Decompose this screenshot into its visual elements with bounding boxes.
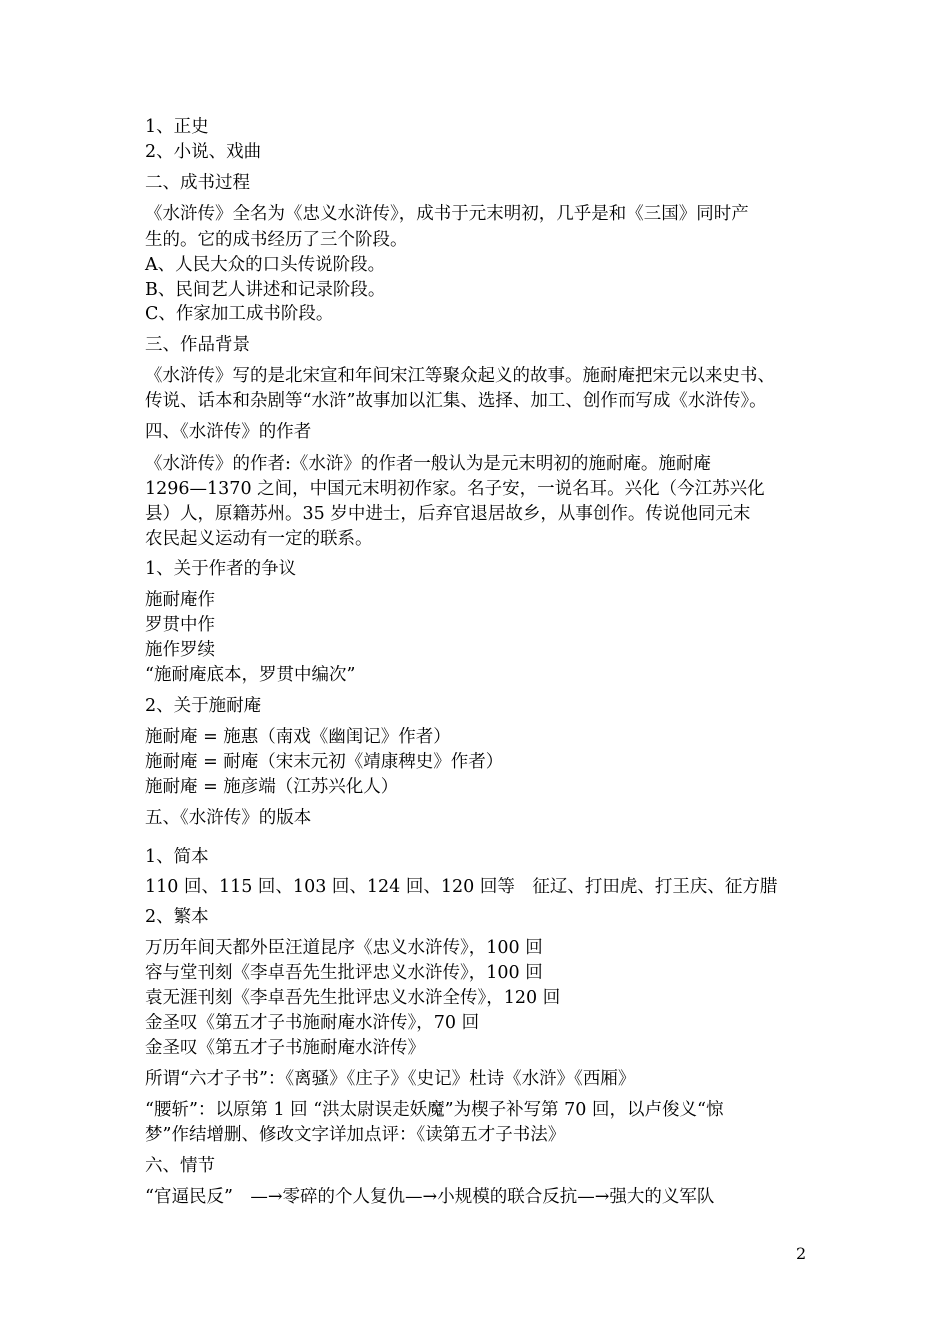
- text-line: 生的。它的成书经历了三个阶段。: [145, 230, 408, 250]
- text-line: 施作罗续: [145, 640, 215, 660]
- text-line: 施耐庵 = 施惠（南戏《幽闺记》作者）: [145, 727, 451, 747]
- text-line: 袁无涯刊刻《李卓吾先生批评忠义水浒全传》，120 回: [145, 988, 561, 1008]
- subheading: 1、简本: [145, 847, 209, 867]
- text-line: 施耐庵 = 耐庵（宋末元初《靖康稗史》作者）: [145, 752, 504, 772]
- text-line: 梦”作结增删、修改文字详加点评：《读第五才子书法》: [145, 1125, 566, 1145]
- section-heading: 五、《水浒传》的版本: [145, 808, 312, 828]
- text-line: 施耐庵 = 施彦端（江苏兴化人）: [145, 777, 399, 797]
- text-line: 2、小说、戏曲: [145, 142, 262, 162]
- text-line: 《水浒传》全名为《忠义水浒传》，成书于元末明初，几乎是和《三国》同时产: [145, 204, 749, 224]
- text-line: “腰斩”：以原第 1 回 “洪太尉误走妖魔”为楔子补写第 70 回，以卢俊义“惊: [145, 1100, 724, 1120]
- subheading: 2、关于施耐庵: [145, 696, 262, 716]
- subheading: 2、繁本: [145, 907, 209, 927]
- text-line: “官逼民反” —→零碎的个人复仇—→小规模的联合反抗—→强大的义军队: [145, 1187, 715, 1207]
- text-line: “施耐庵底本，罗贯中编次”: [145, 665, 356, 685]
- text-line: 县）人，原籍苏州。35 岁中进士，后弃官退居故乡，从事创作。传说他同元末: [145, 504, 751, 524]
- text-line: 110 回、115 回、103 回、124 回、120 回等 征辽、打田虎、打王庆、征方腊: [145, 877, 778, 897]
- text-line: 容与堂刊刻《李卓吾先生批评忠义水浒传》，100 回: [145, 963, 543, 983]
- text-line: 施耐庵作: [145, 590, 215, 610]
- text-line: 《水浒传》写的是北宋宣和年间宋江等聚众起义的故事。施耐庵把宋元以来史书、: [145, 366, 775, 386]
- text-line: 《水浒传》的作者:《水浒》的作者一般认为是元末明初的施耐庵。施耐庵: [145, 454, 711, 474]
- text-line: 金圣叹《第五才子书施耐庵水浒传》，70 回: [145, 1013, 480, 1033]
- text-line: A、人民大众的口头传说阶段。: [145, 255, 386, 275]
- text-line: 农民起义运动有一定的联系。: [145, 529, 373, 549]
- section-heading: 三、作品背景: [145, 335, 250, 355]
- text-line: 1、正史: [145, 117, 209, 137]
- text-line: 传说、话本和杂剧等“水浒”故事加以汇集、选择、加工、创作而写成《水浒传》。: [145, 391, 767, 411]
- subheading: 1、关于作者的争议: [145, 559, 297, 579]
- text-line: C、作家加工成书阶段。: [145, 304, 334, 324]
- text-line: 金圣叹《第五才子书施耐庵水浒传》: [145, 1038, 425, 1058]
- page-number: 2: [796, 1244, 807, 1263]
- text-line: 所谓“六才子书”：《离骚》《庄子》《史记》杜诗《水浒》《西厢》: [145, 1069, 636, 1089]
- text-line: 万历年间天都外臣汪道昆序《忠义水浒传》，100 回: [145, 938, 543, 958]
- section-heading: 四、《水浒传》的作者: [145, 422, 312, 442]
- text-line: B、民间艺人讲述和记录阶段。: [145, 280, 386, 300]
- section-heading: 六、情节: [145, 1156, 215, 1176]
- text-line: 1296—1370 之间，中国元末明初作家。名子安，一说名耳。兴化（今江苏兴化: [145, 479, 765, 499]
- section-heading: 二、成书过程: [145, 173, 250, 193]
- text-line: 罗贯中作: [145, 615, 215, 635]
